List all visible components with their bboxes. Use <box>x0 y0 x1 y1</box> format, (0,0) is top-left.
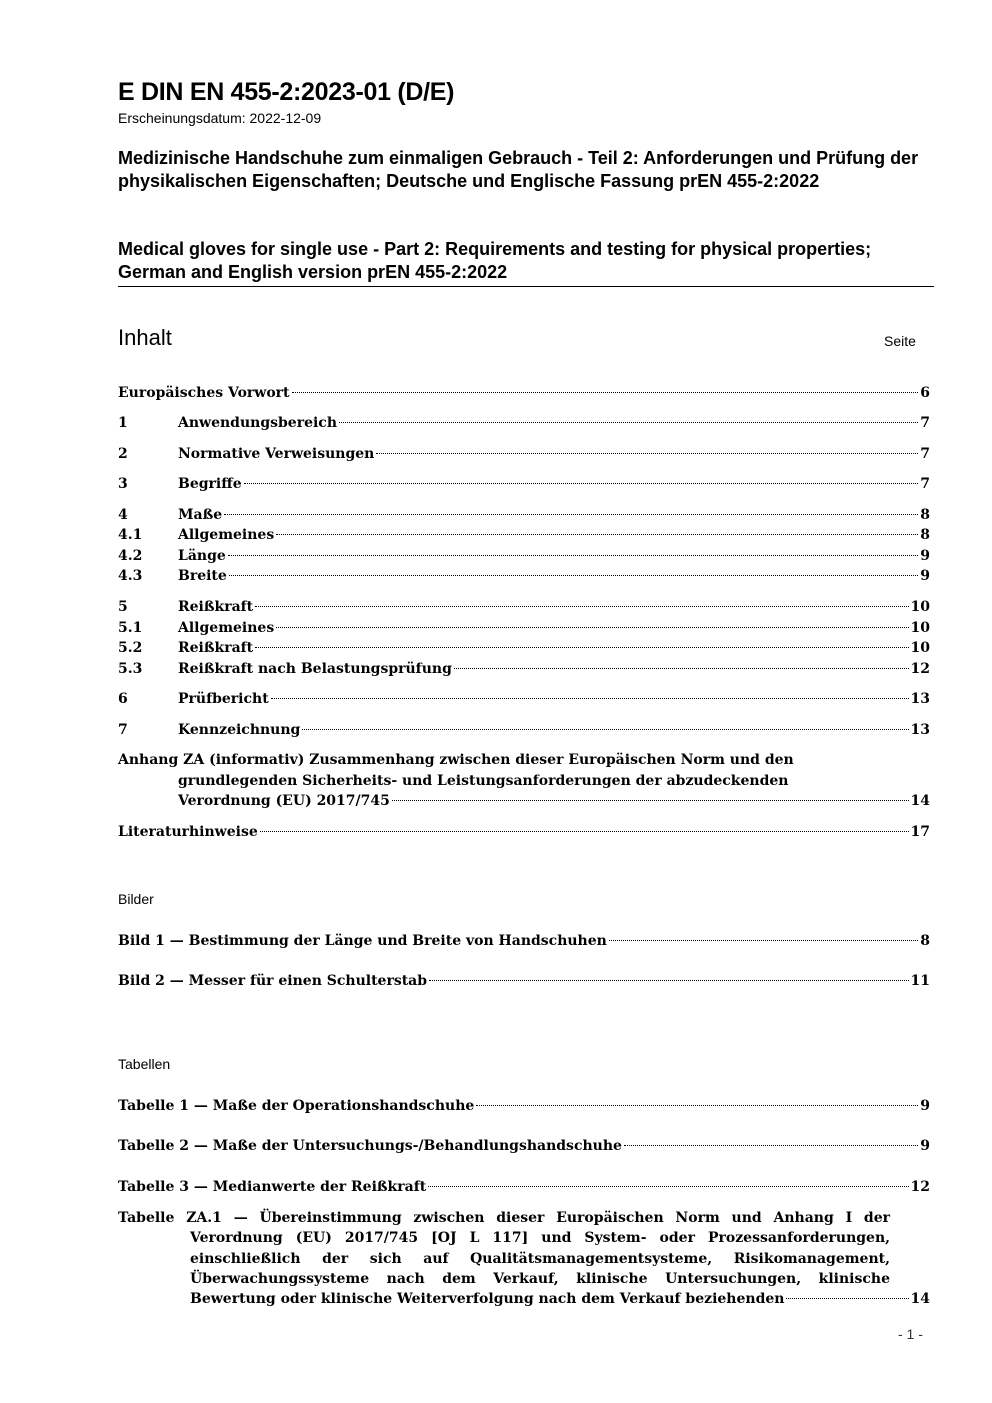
annex-title-line: grundlegenden Sicherheits- und Leistungsanforderungen der abzudeckenden <box>178 772 789 789</box>
dot-leader <box>244 483 919 484</box>
dot-leader <box>609 940 918 941</box>
toc-entry-title: Kennzeichnung <box>178 722 301 738</box>
toc-entry[interactable] <box>118 659 930 679</box>
toc-entry-number: 5.1 <box>118 620 143 636</box>
toc-entry-page: 10 <box>910 620 930 636</box>
document-id: E DIN EN 455-2:2023-01 (D/E) <box>118 78 455 106</box>
table-entry-za[interactable] <box>118 1208 930 1309</box>
toc-entry-title: Maße <box>178 507 223 523</box>
toc-entry-page: 6 <box>920 385 930 401</box>
dot-leader <box>292 392 919 393</box>
toc-entry-title: Reißkraft <box>178 599 254 615</box>
page-number: - 1 - <box>898 1326 923 1342</box>
annex-title-line: Verordnung (EU) 2017/745 <box>178 793 390 809</box>
title-divider <box>118 286 934 287</box>
toc-entry-title: Europäisches Vorwort <box>118 385 290 401</box>
toc-entry-title: Prüfbericht <box>178 691 269 707</box>
toc-entry-page: 9 <box>920 548 930 564</box>
toc-entry-literature[interactable] <box>118 822 930 842</box>
publication-date: Erscheinungsdatum: 2022-12-09 <box>118 110 322 126</box>
dot-leader <box>476 1105 918 1106</box>
toc-entry-number: 7 <box>118 722 128 738</box>
toc-entry-title: Allgemeines <box>178 620 275 636</box>
toc-entry-number: 3 <box>118 476 128 492</box>
dot-leader <box>228 555 918 556</box>
table-entry-title: Tabelle 1 — Maße der Operationshandschuhe <box>118 1098 475 1114</box>
figure-entry[interactable] <box>118 971 930 991</box>
toc-entry-title: Anwendungsbereich <box>178 415 337 431</box>
toc-entry-page: 10 <box>910 640 930 656</box>
toc-entry-page: 9 <box>920 568 930 584</box>
toc-entry-page: 8 <box>920 507 930 523</box>
toc-entry-page: 7 <box>920 476 930 492</box>
toc-entry[interactable] <box>118 720 930 740</box>
toc-entry-number: 6 <box>118 691 128 707</box>
toc-entry[interactable] <box>118 383 930 403</box>
dot-leader <box>624 1145 918 1146</box>
toc-entry-title: Literaturhinweise <box>118 824 258 840</box>
toc-entry-number: 4.3 <box>118 568 143 584</box>
table-entry-page: 9 <box>920 1098 930 1114</box>
dot-leader <box>224 514 918 515</box>
table-entry-page: 12 <box>910 1179 930 1195</box>
toc-entry-page: 13 <box>910 722 930 738</box>
dot-leader <box>786 1298 908 1299</box>
toc-entry-number: 5.3 <box>118 661 143 677</box>
toc-entry-title: Normative Verweisungen <box>178 446 375 462</box>
toc-entry-title: Reißkraft nach Belastungsprüfung <box>178 661 452 677</box>
toc-entry[interactable] <box>118 505 930 525</box>
figure-entry-title: Bild 2 — Messer für einen Schulterstab <box>118 973 428 989</box>
table-entry-page: 9 <box>920 1138 930 1154</box>
toc-entry-page: 12 <box>910 661 930 677</box>
title-german: Medizinische Handschuhe zum einmaligen Gebrauch - Teil 2: Anforderungen und Prüfung der physikalischen Eigenschaften; Deutsche und Englische Fassung prEN 455-2:2022 <box>118 148 919 191</box>
dot-leader <box>260 831 909 832</box>
toc-entry-number: 4.1 <box>118 527 143 543</box>
dot-leader <box>428 1186 908 1187</box>
toc-entry-title: Breite <box>178 568 227 584</box>
toc-entry-page: 7 <box>920 415 930 431</box>
toc-entry-number: 1 <box>118 415 128 431</box>
table-za-title-line: einschließlich der sich auf Qualitätsmanagementsysteme, Risikomanagement, <box>190 1250 890 1267</box>
toc-entry-number: 4.2 <box>118 548 143 564</box>
dot-leader <box>454 668 909 669</box>
figure-entry-title: Bild 1 — Bestimmung der Länge und Breite von Handschuhen <box>118 933 607 949</box>
toc-entry-title: Länge <box>178 548 226 564</box>
toc-entry-number: 5.2 <box>118 640 143 656</box>
figures-heading: Bilder <box>118 891 154 907</box>
page-column-label: Seite <box>884 333 916 349</box>
toc-entry-number: 5 <box>118 599 128 615</box>
toc-entry-title: Allgemeines <box>178 527 275 543</box>
dot-leader <box>302 729 908 730</box>
table-za-title-line: Bewertung oder klinische Weiterverfolgung nach dem Verkauf beziehenden <box>190 1291 785 1308</box>
figure-entry-page: 8 <box>920 933 930 949</box>
annex-title-line: Anhang ZA (informativ) Zusammenhang zwischen dieser Europäischen Norm und den <box>118 752 794 768</box>
toc-entry-number: 4 <box>118 507 128 523</box>
toc-entry[interactable] <box>118 597 930 617</box>
toc-entry-page: 8 <box>920 527 930 543</box>
toc-entry-page: 17 <box>910 824 930 840</box>
table-za-title-line: Tabelle ZA.1 — Übereinstimmung zwischen dieser Europäischen Norm und Anhang I der <box>118 1210 890 1226</box>
toc-entry[interactable] <box>118 618 930 638</box>
dot-leader <box>339 422 918 423</box>
toc-entry-page: 10 <box>910 599 930 615</box>
toc-entry-annex[interactable] <box>118 750 930 812</box>
dot-leader <box>229 575 918 576</box>
toc-entry[interactable] <box>118 525 930 545</box>
dot-leader <box>429 980 908 981</box>
table-entry[interactable] <box>118 1136 930 1156</box>
toc-entry-page: 7 <box>920 446 930 462</box>
table-entry[interactable] <box>118 1096 930 1116</box>
toc-entry[interactable] <box>118 546 930 566</box>
dot-leader <box>255 606 908 607</box>
toc-entry[interactable] <box>118 689 930 709</box>
table-entry[interactable] <box>118 1177 930 1197</box>
dot-leader <box>376 453 918 454</box>
dot-leader <box>276 627 908 628</box>
figure-entry[interactable] <box>118 931 930 951</box>
toc-entry[interactable] <box>118 413 930 433</box>
toc-entry-page: 13 <box>910 691 930 707</box>
toc-entry[interactable] <box>118 474 930 494</box>
toc-entry[interactable] <box>118 638 930 658</box>
toc-entry-title: Begriffe <box>178 476 242 492</box>
toc-entry-title: Reißkraft <box>178 640 254 656</box>
table-entry-title: Tabelle 2 — Maße der Untersuchungs-/Behandlungshandschuhe <box>118 1138 622 1154</box>
title-english: Medical gloves for single use - Part 2: Requirements and testing for physical properties; German and English version prEN 455-2:2022 <box>118 239 872 282</box>
toc-entry-page: 14 <box>910 793 930 809</box>
dot-leader <box>255 647 908 648</box>
dot-leader <box>392 800 909 801</box>
toc-entry[interactable] <box>118 566 930 586</box>
tables-heading: Tabellen <box>118 1056 171 1072</box>
table-entry-title: Tabelle 3 — Medianwerte der Reißkraft <box>118 1179 427 1195</box>
figure-entry-page: 11 <box>910 973 930 989</box>
table-za-title-line: Überwachungssysteme nach dem Verkauf, klinische Untersuchungen, klinische <box>190 1270 890 1287</box>
dot-leader <box>271 698 909 699</box>
table-za-title-line: Verordnung (EU) 2017/745 [OJ L 117] und System- oder Prozessanforderungen, <box>190 1230 890 1247</box>
toc-heading: Inhalt <box>118 325 172 350</box>
dot-leader <box>276 534 918 535</box>
table-entry-page: 14 <box>910 1291 930 1308</box>
toc-entry-number: 2 <box>118 446 128 462</box>
toc-entry[interactable] <box>118 444 930 464</box>
